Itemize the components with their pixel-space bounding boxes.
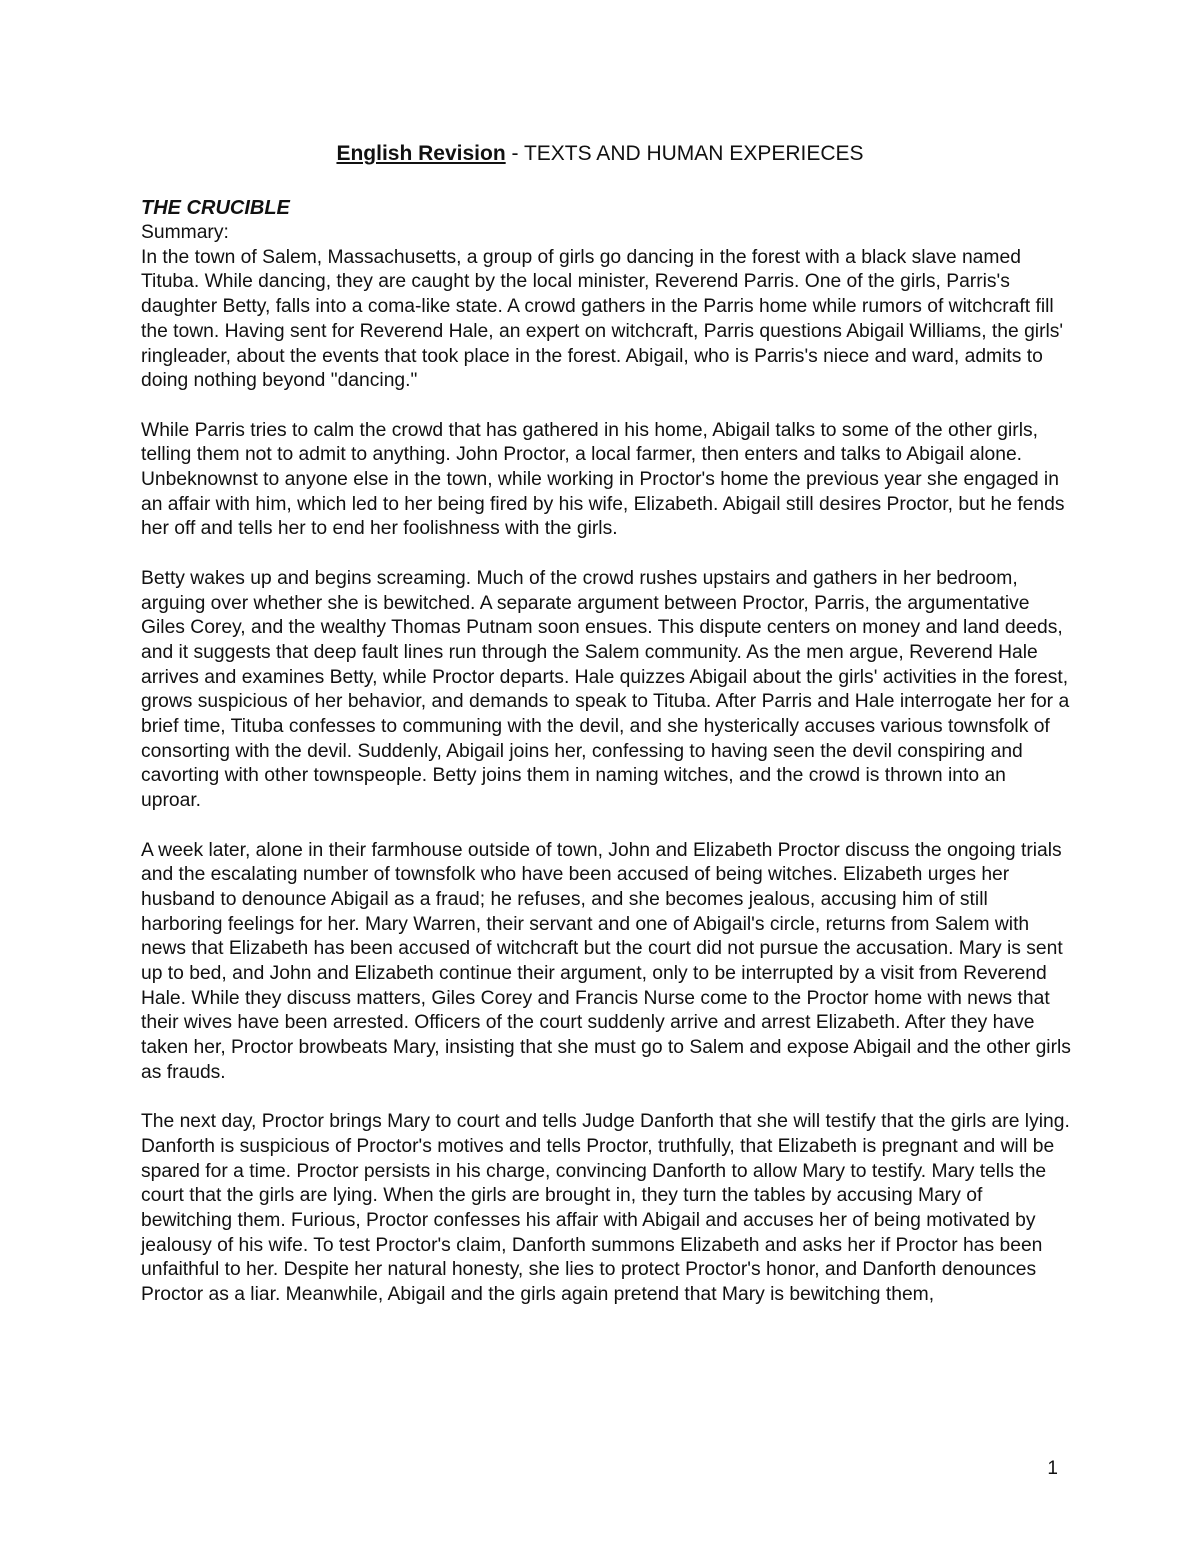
section-heading: THE CRUCIBLE <box>141 197 290 219</box>
title-subject: English Revision <box>336 142 506 165</box>
paragraph: A week later, alone in their farmhouse outside of town, John and Elizabeth Proctor discuss the ongoing trials and the escalating number of townsfolk who have been accused of being witches. Elizabeth urges her husband to denounce Abigail as a fraud; he refuses, and she becomes jealous, accusing him of still harboring feelings for her. Mary Warren, their servant and one of Abigail's circle, returns from Salem with news that Elizabeth has been accused of witchcraft but the court did not pursue the accusation. Mary is sent up to bed, and John and Elizabeth continue their argument, only to be interrupted by a visit from Reverend Hale. While they discuss matters, Giles Corey and Francis Nurse come to the Proctor home with news that their wives have been arrested. Officers of the court suddenly arrive and arrest Elizabeth. After they have taken her, Proctor browbeats Mary, insisting that she must go to Salem and expose Abigail and the other girls as frauds. <box>141 839 1071 1083</box>
page-number: 1 <box>1047 1458 1058 1479</box>
paragraph: The next day, Proctor brings Mary to court and tells Judge Danforth that she will testify that the girls are lying. Danforth is suspicious of Proctor's motives and tells Proctor, truthfully, that Elizabeth is pregnant and will be spared for a time. Proctor persists in his charge, convincing Danforth to allow Mary to testify. Mary tells the court that the girls are lying. When the girls are brought in, they turn the tables by accusing Mary of bewitching them. Furious, Proctor confesses his affair with Abigail and accuses her of being motivated by jealousy of his wife. To test Proctor's claim, Danforth summons Elizabeth and asks her if Proctor has been unfaithful to her. Despite her natural honesty, she lies to protect Proctor's honor, and Danforth denounces Proctor as a liar. Meanwhile, Abigail and the girls again pretend that Mary is bewitching them, <box>141 1111 1070 1306</box>
title-topic: - TEXTS AND HUMAN EXPERIECES <box>505 142 864 165</box>
document-body <box>141 195 1071 1333</box>
paragraph: Betty wakes up and begins screaming. Much of the crowd rushes upstairs and gathers in her bedroom, arguing over whether she is bewitched. A separate argument between Proctor, Parris, the argumentative Giles Corey, and the wealthy Thomas Putnam soon ensues. This dispute centers on money and land deeds, and it suggests that deep fault lines run through the Salem community. As the men argue, Reverend Hale arrives and examines Betty, while Proctor departs. Hale quizzes Abigail about the girls' activities in the forest, grows suspicious of her behavior, and demands to speak to Tituba. After Parris and Hale interrogate her for a brief time, Tituba confesses to communing with the devil, and she hysterically accuses various townsfolk of consorting with the devil. Suddenly, Abigail joins her, confessing to having seen the devil conspiring and cavorting with other townspeople. Betty joins them in naming witches, and the crowd is thrown into an uproar. <box>141 567 1070 812</box>
summary-label: Summary: <box>141 222 229 243</box>
paragraph: While Parris tries to calm the crowd that has gathered in his home, Abigail talks to some of the other girls, telling them not to admit to anything. John Proctor, a local farmer, then enters and talks to Abigail alone. Unbeknownst to anyone else in the town, while working in Proctor's home the previous year she engaged in an affair with him, which led to her being fired by his wife, Elizabeth. Abigail still desires Proctor, but he fends her off and tells her to end her foolishness with the girls. <box>141 419 1065 540</box>
document-title <box>0 142 1200 166</box>
paragraph: In the town of Salem, Massachusetts, a group of girls go dancing in the forest with a black slave named Tituba. While dancing, they are caught by the local minister, Reverend Parris. One of the girls, Parris's daughter Betty, falls into a coma-like state. A crowd gathers in the Parris home while rumors of witchcraft fill the town. Having sent for Reverend Hale, an expert on witchcraft, Parris questions Abigail Williams, the girls' ringleader, about the events that took place in the forest. Abigail, who is Parris's niece and ward, admits to doing nothing beyond "dancing." <box>141 246 1064 392</box>
